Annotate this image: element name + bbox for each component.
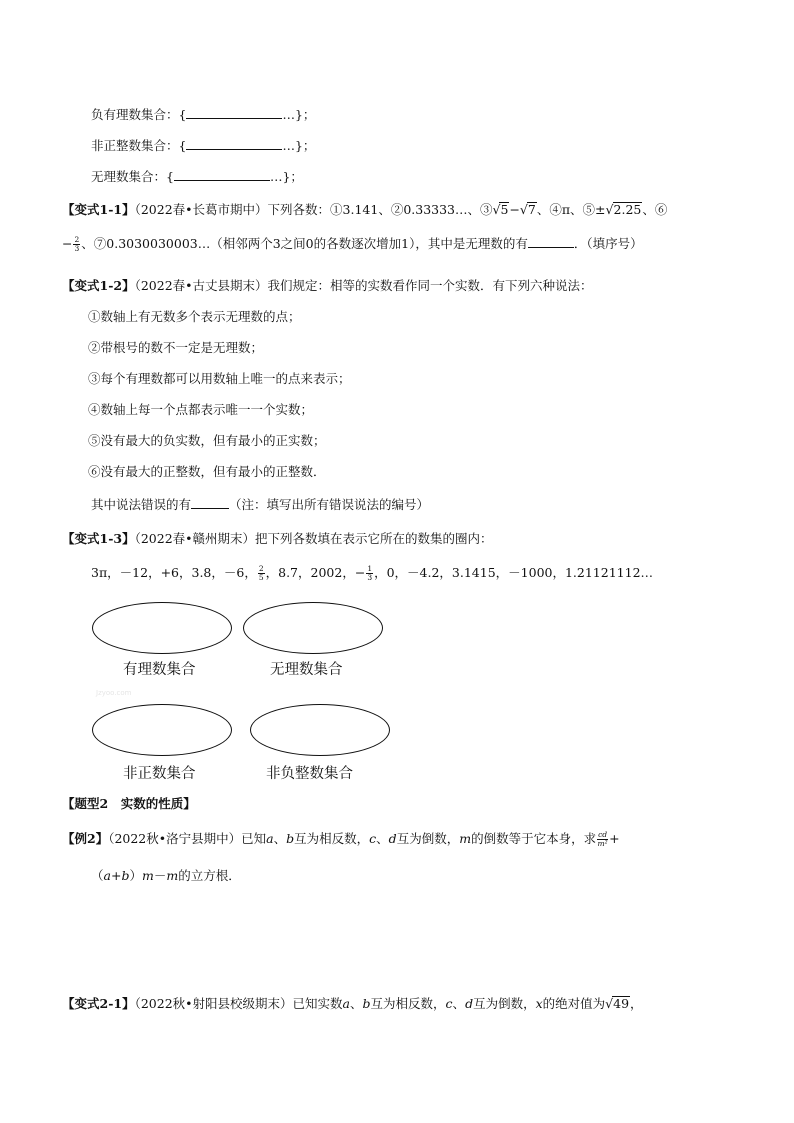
section-title: 【题型2 实数的性质】 (62, 796, 196, 811)
fraction: $\frac{2}{3}$ (74, 235, 80, 253)
statement-item: ④数轴上每一个点都表示唯一一个实数； (88, 402, 314, 417)
non-negative-integer-set-circle[interactable] (250, 704, 390, 756)
answer-blank[interactable] (186, 138, 282, 150)
rational-set-label: 有理数集合 (123, 662, 196, 678)
rational-set-circle[interactable] (92, 602, 232, 654)
watermark: Jzyoo.com (96, 689, 132, 697)
number-list: 3π，－12，+6，3.8，－6， $\frac{2}{5}$ ，8.7，2002，− $\frac{1}{3}$ ，0，－4.2，3.1415，－1000，1.21121112… (91, 564, 654, 582)
set-line-non-positive-integer: 非正整数集合：{ …}； (91, 138, 316, 153)
fraction: $\frac{cd}{\text{m²}}$ (597, 830, 608, 848)
set-line-irrational: 无理数集合：{ …}； (91, 169, 303, 184)
fraction: $\frac{1}{3}$ (367, 564, 373, 582)
set-line-negative-rational: 负有理数集合：{ …}； (91, 107, 316, 122)
variant-2-1-line1: 【变式2-1】（2022秋•射阳县校级期末）已知实数a、b互为相反数，c、d互为倒数，x的绝对值为√49， (62, 996, 643, 1011)
statement-item: ⑤没有最大的负实数，但有最小的正实数； (88, 433, 326, 448)
irrational-set-label: 无理数集合 (270, 662, 343, 678)
variant-1-1-line2: − $\frac{2}{3}$ 、⑦0.3030030003…（相邻两个3之间0的各数逐次增加1），其中是无理数的有 ．（填序号） (62, 235, 643, 253)
variant-1-2-question: 其中说法错误的有 （注：填写出所有错误说法的编号） (91, 497, 430, 512)
non-positive-set-circle[interactable] (92, 704, 232, 756)
variant-1-2-intro: 【变式1-2】（2022春•古丈县期末）我们规定：相等的实数看作同一个实数．有下列六种说法： (62, 278, 593, 293)
non-positive-set-label: 非正数集合 (123, 766, 196, 782)
variant-tag: 【变式1-1】 (62, 202, 135, 217)
variant-1-3-intro: 【变式1-3】（2022春•赣州期末）把下列各数填在表示它所在的数集的圈内： (62, 531, 493, 546)
non-negative-integer-set-label: 非负整数集合 (266, 766, 353, 782)
statement-item: ①数轴上有无数多个表示无理数的点； (88, 309, 301, 324)
statement-item: ⑥没有最大的正整数，但有最小的正整数． (88, 464, 326, 479)
example-2-line1: 【例2】（2022秋•洛宁县期中）已知a、b互为相反数，c、d互为倒数，m的倒数等于它本身，求 $\frac{cd}{\text{m²}}$ + (62, 830, 620, 848)
statement-item: ③每个有理数都可以用数轴上唯一的点来表示； (88, 371, 351, 386)
answer-blank[interactable] (186, 107, 282, 119)
answer-blank[interactable] (174, 169, 270, 181)
statement-item: ②带根号的数不一定是无理数； (88, 340, 264, 355)
irrational-set-circle[interactable] (243, 602, 383, 654)
answer-blank[interactable] (528, 236, 574, 248)
answer-blank[interactable] (191, 497, 229, 509)
variant-1-1-line1: 【变式1-1】（2022春•长葛市期中）下列各数：①3.141、②0.33333…、③√5−√7、④π、⑤±√2.25、⑥ (62, 202, 668, 217)
fraction: $\frac{2}{5}$ (258, 564, 264, 582)
example-2-line2: （a+b）m－m的立方根． (91, 868, 241, 883)
